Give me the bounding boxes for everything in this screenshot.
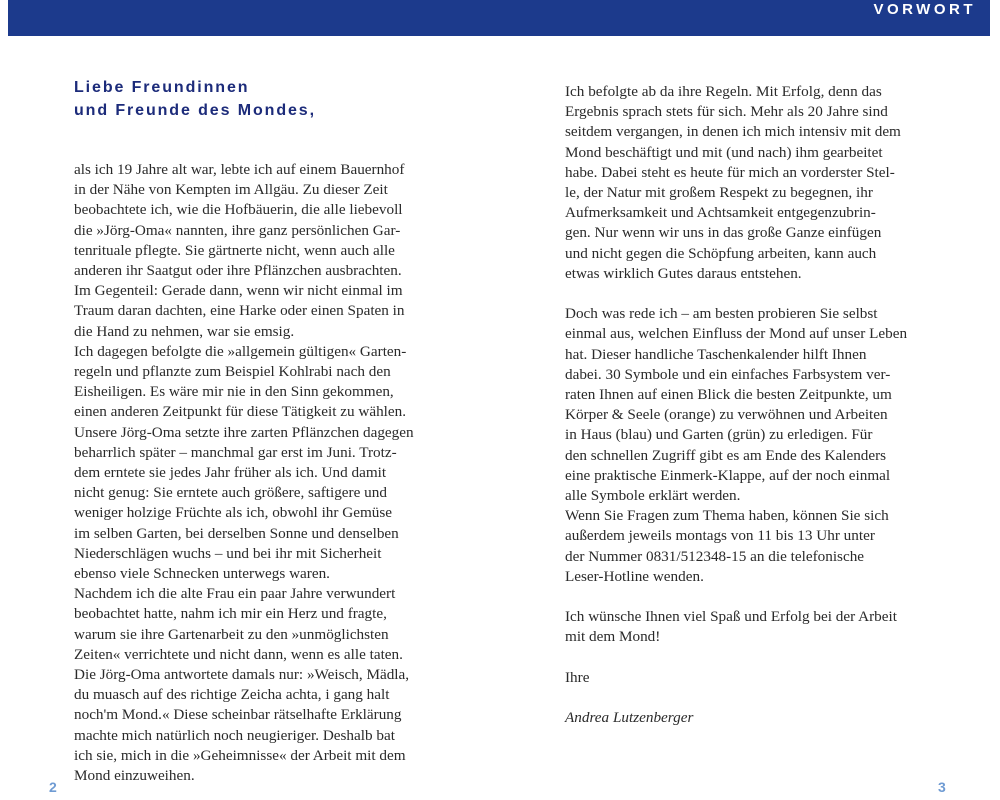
paragraph-gap (565, 688, 945, 708)
closing (565, 668, 945, 688)
text-line: ich sie, mich in die »Geheimnisse« der Arbeit mit dem (74, 746, 406, 764)
text-line: Mond einzuweihen. (74, 767, 195, 785)
text-line: in der Nähe von Kempten im Allgäu. Zu dieser Zeit (74, 181, 388, 199)
paragraph-gap (565, 648, 945, 668)
right-paragraph-3 (565, 607, 945, 647)
text-line: Aufmerksamkeit und Achtsamkeit entgegenzubrin- (565, 204, 876, 222)
right-paragraph-1 (565, 82, 945, 284)
text-line: einmal aus, welchen Einfluss der Mond auf unser Leben (565, 325, 908, 343)
text-line: Ich dagegen befolgte die »allgemein gültigen« Garten- (74, 342, 407, 360)
text-line: beharrlich später – manchmal gar erst im Juni. Trotz- (74, 443, 397, 461)
text-line: Niederschlägen wuchs – und bei ihr mit Sicherheit (74, 544, 382, 562)
text-line: den schnellen Zugriff gibt es am Ende des Kalenders (565, 446, 887, 464)
text-line: außerdem jeweils montags von 11 bis 13 Uhr unter (565, 527, 875, 545)
text-line: einen anderen Zeitpunkt für diese Tätigkeit zu wählen. (74, 403, 407, 421)
text-line: weniger holzige Früchte als ich, obwohl ihr Gemüse (74, 504, 393, 522)
text-line: warum sie ihre Gartenarbeit zu den »unmöglichsten (74, 625, 389, 643)
text-line: machte mich natürlich noch neugieriger. Deshalb bat (74, 726, 395, 744)
left-page (74, 76, 454, 786)
right-page (565, 82, 945, 728)
text-line: Doch was rede ich – am besten probieren Sie selbst (565, 305, 878, 323)
text-line: Die Jörg-Oma antwortete damals nur: »Weisch, Mädla, (74, 666, 410, 684)
text-line: Körper & Seele (orange) zu verwöhnen und Arbeiten (565, 406, 888, 424)
signature-block (565, 708, 945, 728)
text-line: gen. Nur wenn wir uns in das große Ganze einfügen (565, 224, 882, 242)
section-label: VORWORT (873, 1, 976, 18)
text-line: Im Gegenteil: Gerade dann, wenn wir nicht einmal im (74, 282, 403, 300)
right-paragraph-2 (565, 304, 945, 587)
text-line: Ich wünsche Ihnen viel Spaß und Erfolg bei der Arbeit (565, 608, 897, 626)
text-line: alle Symbole erklärt werden. (565, 487, 741, 505)
text-line: seitdem vergangen, in denen ich mich intensiv mit dem (565, 123, 901, 141)
text-line: ebenso viele Schnecken unterwegs waren. (74, 565, 330, 583)
text-line: Zeiten« verrichtete und nicht dann, wenn es alle taten. (74, 645, 403, 663)
text-line: Ich befolgte ab da ihre Regeln. Mit Erfolg, denn das (565, 83, 882, 100)
text-line: etwas wirklich Gutes daraus entstehen. (565, 264, 802, 282)
paragraph-gap (565, 587, 945, 607)
text-line: beobachtete ich, wie die Hofbäuerin, die alle liebevoll (74, 201, 403, 219)
text-line: Traum daran dachten, eine Harke oder einen Spaten in (74, 302, 405, 320)
text-line: habe. Dabei steht es heute für mich an vorderster Stel- (565, 163, 895, 181)
paragraph-gap (565, 284, 945, 304)
text-line: in Haus (blau) und Garten (grün) zu erledigen. Für (565, 426, 873, 444)
header-bar (8, 0, 990, 36)
text-line: die »Jörg-Oma« nannten, ihre ganz persönlichen Gar- (74, 221, 401, 239)
greeting-line: und Freunde des Mondes, (74, 102, 316, 119)
text-line: anderen ihr Saatgut oder ihre Pflänzchen ausbrachten. (74, 262, 402, 280)
text-line: Unsere Jörg-Oma setzte ihre zarten Pflänzchen dagegen (74, 423, 414, 441)
text-line: dem erntete sie jedes Jahr früher als ich. Und damit (74, 464, 387, 482)
text-line: als ich 19 Jahre alt war, lebte ich auf einem Bauernhof (74, 161, 405, 178)
text-line: eine praktische Einmerk-Klappe, auf der noch einmal (565, 466, 891, 484)
text-line: dabei. 30 Symbole und ein einfaches Farbsystem ver- (565, 365, 891, 383)
text-line: im selben Garten, bei derselben Sonne und denselben (74, 524, 399, 542)
page-number-right: 3 (938, 779, 946, 795)
text-line: nicht genug: Sie erntete auch größere, saftigere und (74, 484, 387, 502)
text-line: Mond beschäftigt und mit (und nach) ihm gearbeitet (565, 143, 883, 161)
page-number-left: 2 (49, 779, 57, 795)
signature: Andrea Lutzenberger (565, 709, 694, 727)
text-line: Wenn Sie Fragen zum Thema haben, können Sie sich (565, 507, 889, 525)
text-line: Leser-Hotline wenden. (565, 567, 704, 585)
text-line: und nicht gegen die Schöpfung arbeiten, kann auch (565, 244, 877, 262)
left-body-text (74, 160, 454, 786)
text-line: noch'm Mond.« Diese scheinbar rätselhafte Erklärung (74, 706, 402, 724)
text-line: der Nummer 0831/512348-15 an die telefonische (565, 547, 865, 565)
text-line: tenrituale pflegte. Sie gärtnerte nicht, wenn auch alle (74, 241, 395, 259)
closing-text: Ihre (565, 668, 590, 686)
text-line: regeln und pflanzte zum Beispiel Kohlrabi nach den (74, 363, 391, 381)
text-line: beobachtet hatte, nahm ich mir ein Herz und fragte, (74, 605, 387, 623)
greeting-heading (74, 76, 454, 122)
text-line: Eisheiligen. Es wäre mir nie in den Sinn gekommen, (74, 383, 394, 401)
text-line: du muasch auf des richtige Zeicha achta, i gang halt (74, 686, 390, 704)
text-line: hat. Dieser handliche Taschenkalender hilft Ihnen (565, 345, 867, 363)
greeting-line: Liebe Freundinnen (74, 79, 250, 96)
text-line: le, der Natur mit großem Respekt zu begegnen, ihr (565, 184, 873, 202)
text-line: mit dem Mond! (565, 628, 661, 646)
text-line: die Hand zu nehmen, war sie emsig. (74, 322, 295, 340)
text-line: Ergebnis sprach stets für sich. Mehr als 20 Jahre sind (565, 103, 888, 121)
text-line: raten Ihnen auf einen Blick die besten Zeitpunkte, um (565, 386, 892, 404)
text-line: Nachdem ich die alte Frau ein paar Jahre verwundert (74, 585, 396, 603)
